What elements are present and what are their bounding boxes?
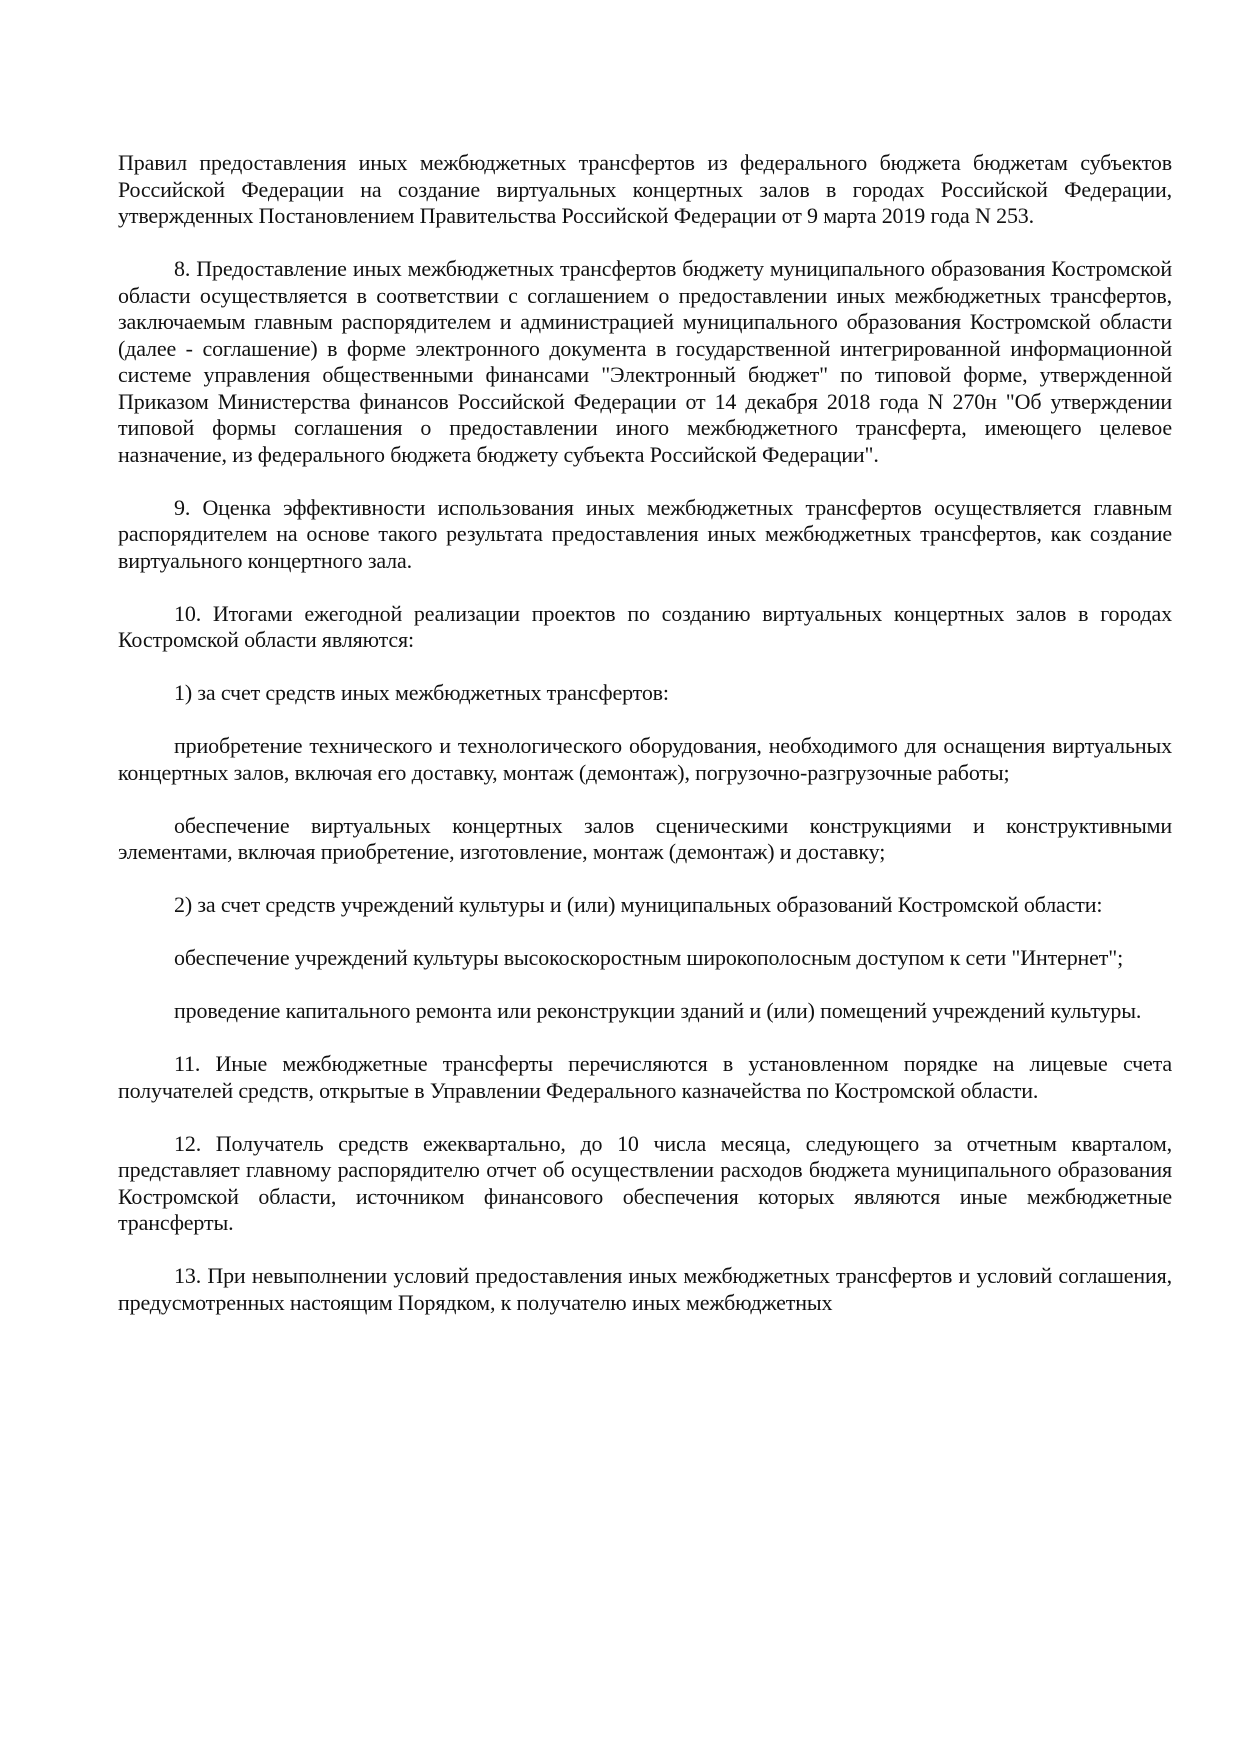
paragraph-clause-10-2-a: обеспечение учреждений культуры высокоскоростным широкополосным доступом к сети "Интернет";: [174, 945, 1124, 970]
paragraph-clause-10-2: 2) за счет средств учреждений культуры и (или) муниципальных образований Костромской области:: [174, 892, 1103, 917]
paragraph-clause-9: 9. Оценка эффективности использования иных межбюджетных трансфертов осуществляется главным распорядителем на основе такого результата предоставления иных межбюджетных трансфертов, как создание виртуального концертного зала.: [118, 494, 1172, 573]
paragraph-clause-10-2-b: проведение капитального ремонта или реконструкции зданий и (или) помещений учреждений культуры.: [174, 998, 1142, 1023]
paragraph-clause-10: 10. Итогами ежегодной реализации проектов по созданию виртуальных концертных залов в городах Костромской области являются:: [118, 600, 1172, 652]
paragraph-clause-13: 13. При невыполнении условий предоставления иных межбюджетных трансфертов и условий соглашения, предусмотренных настоящим Порядком, к получателю иных межбюджетных: [118, 1263, 1172, 1315]
paragraph-continuation: Правил предоставления иных межбюджетных трансфертов из федерального бюджета бюджетам субъектов Российской Федерации на создание виртуальных концертных залов в городах Российской Федерации, утвержденных Постановлением Правительства Российской Федерации от 9 марта 2019 года N 253.: [118, 150, 1172, 228]
document-page: [118, 150, 1172, 1343]
paragraph-clause-12: 12. Получатель средств ежеквартально, до 10 числа месяца, следующего за отчетным кварталом, представляет главному распорядителю отчет об осуществлении расходов бюджета муниципального образования Костромской области, источником финансового обеспечения которых являются иные межбюджетные трансферты.: [118, 1130, 1172, 1235]
paragraph-clause-11: 11. Иные межбюджетные трансферты перечисляются в установленном порядке на лицевые счета получателей средств, открытые в Управлении Федерального казначейства по Костромской области.: [118, 1051, 1172, 1103]
paragraph-clause-10-1-a: приобретение технического и технологического оборудования, необходимого для оснащения виртуальных концертных залов, включая его доставку, монтаж (демонтаж), погрузочно-разгрузочные работы;: [118, 733, 1172, 785]
paragraph-clause-8: 8. Предоставление иных межбюджетных трансфертов бюджету муниципального образования Костромской области осуществляется в соответствии с соглашением о предоставлении иных межбюджетных трансфертов, заключаемым главным распорядителем и администрацией муниципального образования Костромской области (далее - соглашение) в форме электронного документа в государственной интегрированной информационной системе управления общественными финансами "Электронный бюджет" по типовой форме, утвержденной Приказом Министерства финансов Российской Федерации от 14 декабря 2018 года N 270н "Об утверждении типовой формы соглашения о предоставлении иного межбюджетного трансферта, имеющего целевое назначение, из федерального бюджета бюджету субъекта Российской Федерации".: [118, 256, 1172, 467]
paragraph-clause-10-1-b: обеспечение виртуальных концертных залов сценическими конструкциями и конструктивными элементами, включая приобретение, изготовление, монтаж (демонтаж) и доставку;: [118, 812, 1172, 864]
paragraph-clause-10-1: 1) за счет средств иных межбюджетных трансфертов:: [174, 680, 669, 705]
